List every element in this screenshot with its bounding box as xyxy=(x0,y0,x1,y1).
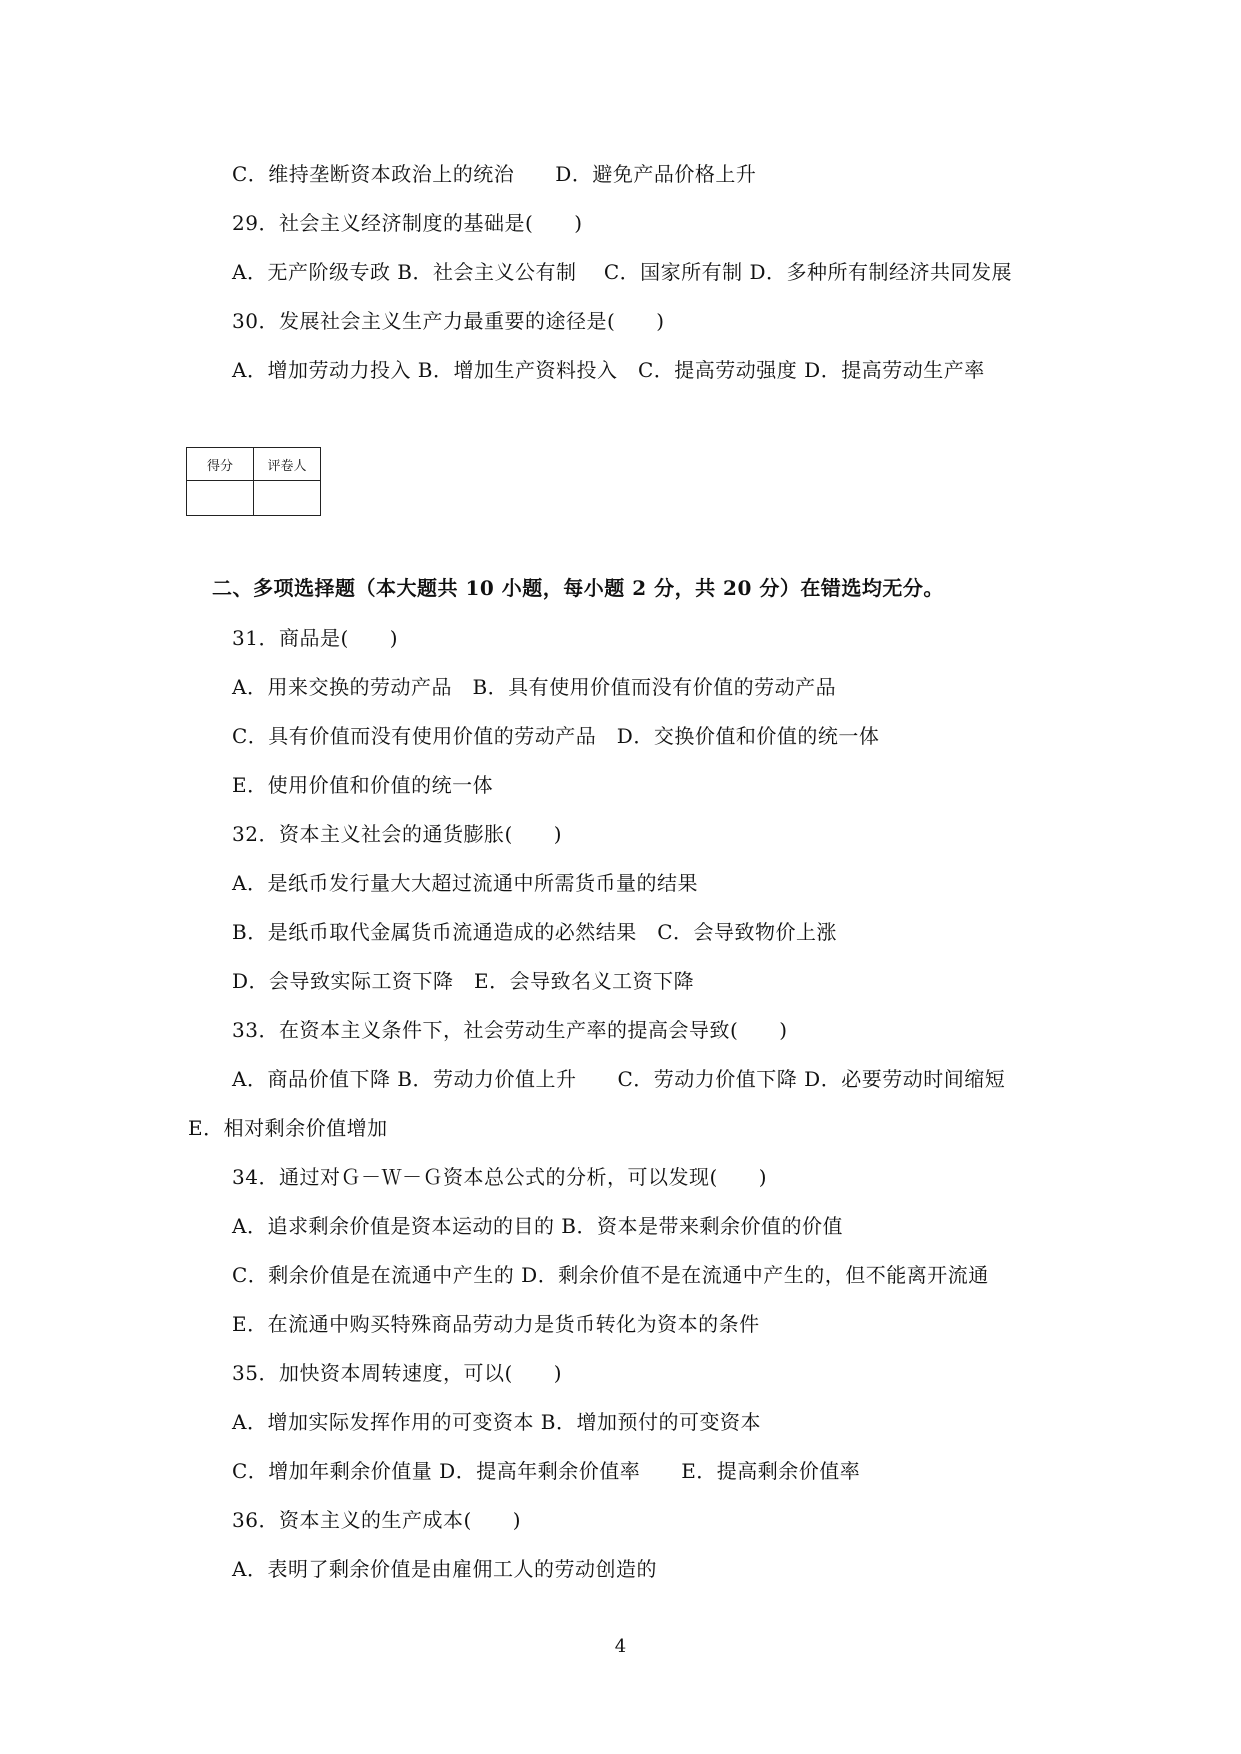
question-30: 30．发展社会主义生产力最重要的途径是( ) xyxy=(232,309,665,333)
page-number: 4 xyxy=(614,1636,627,1657)
question-35: 35．加快资本周转速度，可以( ) xyxy=(232,1361,563,1385)
score-label: 得分 xyxy=(187,448,254,481)
grader-label: 评卷人 xyxy=(254,448,321,481)
score-cell xyxy=(187,481,254,516)
grader-cell xyxy=(254,481,321,516)
text-line: A．增加劳动力投入 B．增加生产资料投入 C．提高劳动强度 D．提高劳动生产率 xyxy=(232,358,985,382)
question-32: 32．资本主义社会的通货膨胀( ) xyxy=(232,822,563,846)
text-line: A．用来交换的劳动产品 B．具有使用价值而没有价值的劳动产品 xyxy=(232,675,837,699)
text-line: E．在流通中购买特殊商品劳动力是货币转化为资本的条件 xyxy=(232,1312,760,1336)
question-36: 36．资本主义的生产成本( ) xyxy=(232,1508,522,1532)
text-line: A．是纸币发行量大大超过流通中所需货币量的结果 xyxy=(232,871,698,895)
text-line: E．相对剩余价值增加 xyxy=(188,1116,388,1140)
text-line: C．剩余价值是在流通中产生的 D．剩余价值不是在流通中产生的，但不能离开流通 xyxy=(232,1263,989,1287)
text-line: C．具有价值而没有使用价值的劳动产品 D．交换价值和价值的统一体 xyxy=(232,724,880,748)
text-line: A．表明了剩余价值是由雇佣工人的劳动创造的 xyxy=(232,1557,657,1581)
text-line: C．维持垄断资本政治上的统治 D．避免产品价格上升 xyxy=(232,162,757,186)
text-line: D．会导致实际工资下降 E．会导致名义工资下降 xyxy=(232,969,695,993)
text-line: C．增加年剩余价值量 D．提高年剩余价值率 E．提高剩余价值率 xyxy=(232,1459,861,1483)
text-line: E．使用价值和价值的统一体 xyxy=(232,773,494,797)
text-line: A．商品价值下降 B．劳动力价值上升 C．劳动力价值下降 D．必要劳动时间缩短 xyxy=(232,1067,1006,1091)
question-33: 33．在资本主义条件下，社会劳动生产率的提高会导致( ) xyxy=(232,1018,788,1042)
text-line: A．追求剩余价值是资本运动的目的 B．资本是带来剩余价值的价值 xyxy=(232,1214,843,1238)
text-line: B．是纸币取代金属货币流通造成的必然结果 C．会导致物价上涨 xyxy=(232,920,837,944)
text-line: A．无产阶级专政 B．社会主义公有制 C．国家所有制 D．多种所有制经济共同发展 xyxy=(232,260,1013,284)
question-34: 34．通过对Ｇ－Ｗ－Ｇ资本总公式的分析，可以发现( ) xyxy=(232,1165,768,1189)
score-table xyxy=(186,447,321,516)
section-heading: 二、多项选择题（本大题共 10 小题，每小题 2 分，共 20 分）在错选均无分。 xyxy=(212,576,944,600)
question-29: 29．社会主义经济制度的基础是( ) xyxy=(232,211,583,235)
text-line: A．增加实际发挥作用的可变资本 B．增加预付的可变资本 xyxy=(232,1410,761,1434)
question-31: 31．商品是( ) xyxy=(232,626,399,650)
